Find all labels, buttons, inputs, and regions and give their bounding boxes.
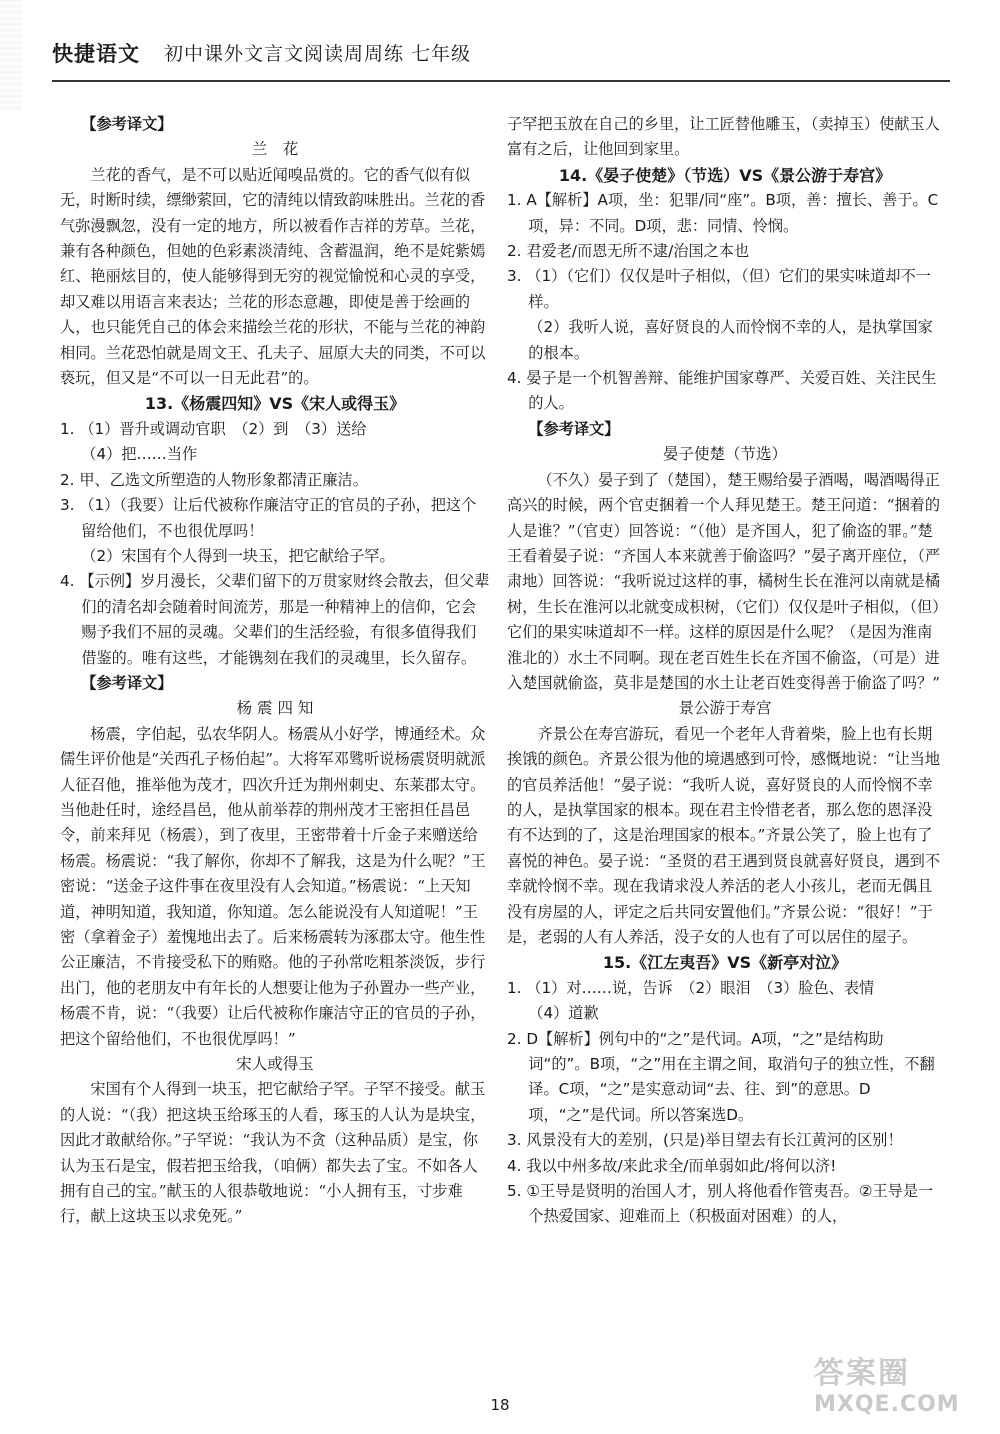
answer-item: 1. （1）对……说，告诉 （2）眼泪 （3）脸色、表情 xyxy=(507,978,875,997)
watermark-logo-text: 答案圈 xyxy=(814,1356,910,1391)
answer-item: 5. ①王导是贤明的治国人才，别人将他看作管夷吾。②王导是一个热爱国家、迎难而上（积极面对困难）的人， xyxy=(507,1182,934,1226)
answer-item: 3. （1）（它们）仅仅是叶子相似，（但）它们的果实味道却不一样。 xyxy=(507,267,931,311)
subtitle: 景公游于寿宫 xyxy=(678,699,772,718)
site-watermark xyxy=(814,1348,992,1428)
brand-title: 快捷语文 xyxy=(52,42,140,66)
paragraph: 兰花的香气，是不可以贴近闻嗅品赏的。它的香气似有似无，时断时续，缥缈萦回，它的清纯以情致韵味胜出。兰花的香气弥漫飘忽，没有一定的地方，所以被看作吉祥的芳草。兰花，兼有各种颜色，但她的色彩素淡清纯、含蓄温润，绝不是姹紫嫣红、艳丽炫目的，使人能够得到无穷的视觉愉悦和心灵的享受，却又难以用语言来表达；兰花的形态意趣，即使是善于绘画的人，也只能凭自己的体会来描绘兰花的形状，不能与兰花的神韵相同。兰花恐怕就是周文王、孔夫子、屈原大夫的同类，不可以亵玩，但又是“不可以一日无此君”的。 xyxy=(60,165,486,388)
paragraph: （不久）晏子到了（楚国），楚王赐给晏子酒喝，喝酒喝得正高兴的时候，两个官吏捆着一个人拜见楚王。楚王问道：“捆着的人是谁？”（官吏）回答说：“（他）是齐国人，犯了偷盗的罪。”楚王看着晏子说：“齐国人本来就善于偷盗吗？”晏子离开座位，（严肃地）回答说：“我听说过这样的事，橘树生长在淮河以南就是橘树，生长在淮河以北就变成枳树，（它们）仅仅是叶子相似，（但）它们的果实味道却不一样。这样的原因是什么呢？（是因为淮南淮北的）水土不同啊。现在老百姓生长在齐国不偷盗，（可是）进入楚国就偷盗，莫非是楚国的水土让老百姓变得善于偷盗了吗？” xyxy=(507,470,941,692)
answer-item: 2. 君爱老/而恩无所不逮/治国之本也 xyxy=(507,242,750,261)
right-column xyxy=(507,112,943,1230)
watermark-url: MXQE.COM xyxy=(814,1392,960,1417)
answer-item: 4. 我以中州多故/来此求全/而单弱如此/将何以济! xyxy=(507,1156,837,1175)
answer-item: 3. （1）（我要）让后代被称作廉洁守正的官员的子孙，把这个留给他们，不也很优厚吗！ xyxy=(60,496,477,540)
answer-subitem: （4）道歉 xyxy=(528,1004,599,1023)
subtitle: 晏子使楚（节选） xyxy=(662,445,787,464)
subtitle: 兰 花 xyxy=(251,140,299,159)
answer-item: 4. 晏子是一个机智善辩、能维护国家尊严、关爱百姓、关注民生的人。 xyxy=(507,369,937,413)
section-title: 13.《杨震四知》VS《宋人或得玉》 xyxy=(144,394,406,414)
paragraph: 杨震，字伯起，弘农华阴人。杨震从小好学，博通经术。众儒生评价他是“关西孔子杨伯起”。大将军邓骘听说杨震贤明就派人征召他，推举他为茂才，四次升迁为荆州刺史、东莱郡太守。当他赴任时，途经昌邑，他从前举荐的荆州茂才王密担任昌邑令，前来拜见（杨震），到了夜里，王密带着十斤金子来赠送给杨震。杨震说：“我了解你，你却不了解我，这是为什么呢？”王密说：“送金子这件事在夜里没有人会知道。”杨震说：“上天知道，神明知道，我知道，你知道。怎么能说没有人知道呢！”王密（拿着金子）羞愧地出去了。后来杨震转为涿郡太守。他生性公正廉洁，不肯接受私下的贿赂。他的子孙常吃粗茶淡饭，步行出门，他的老朋友中有年长的人想要让他为子孙置办一些产业，杨震不肯，说：“（我要）让后代被称作廉洁守正的官员的子孙，把这个留给他们，不也很优厚吗！” xyxy=(60,724,486,1048)
reference-label: 【参考译文】 xyxy=(81,673,173,692)
subtitle: 宋人或得玉 xyxy=(236,1055,314,1074)
paragraph: 子罕把玉放在自己的乡里，让工匠替他雕玉，（卖掉玉）使献玉人富有之后，让他回到家里。 xyxy=(507,115,940,159)
answer-subitem: （2）我听人说，喜好贤良的人而怜悯不幸的人，是执掌国家的根本。 xyxy=(528,318,933,362)
answer-item: 2. D【解析】例句中的“之”是代词。A项，“之”是结构助词“的”。B项，“之”用在主谓之间，取消句子的独立性，不翻译。C项，“之”是实意动词“去、往、到”的意思。D项，“之”是代词。所以答案选D。 xyxy=(507,1029,935,1124)
answer-item: 3. 风景没有大的差别，(只是)举目望去有长江黄河的区别！ xyxy=(507,1131,903,1150)
answer-item: 2. 甲、乙选文所塑造的人物形象都清正廉洁。 xyxy=(60,470,368,489)
answer-item: 1. A【解析】A项，坐：犯罪/同“座”。B项，善：擅长、善于。C项，异：不同。D项，悲：同情、怜悯。 xyxy=(507,191,939,235)
paragraph: 宋国有个人得到一块玉，把它献给子罕。子罕不接受。献玉的人说：“（我）把这块玉给琢玉的人看，琢玉的人认为是块宝，因此才敢献给你。”子罕说：“我认为不贪（这种品质）是宝，你认为玉石是宝，假若把玉给我，（咱俩）都失去了宝。不如各人拥有自己的宝。”献玉的人很恭敬地说：“小人拥有玉，寸步难行，献上这块玉以求免死。” xyxy=(60,1080,486,1226)
page-number: 18 xyxy=(490,1396,510,1414)
answer-subitem: （2）宋国有个人得到一块玉，把它献给子罕。 xyxy=(81,546,395,565)
answer-item: 1. （1）晋升或调动官职 （2）到 （3）送给 xyxy=(60,419,367,438)
answer-subitem: （4）把……当作 xyxy=(81,445,198,464)
header-rule xyxy=(52,80,950,82)
reference-label: 【参考译文】 xyxy=(528,419,620,438)
subtitle: 杨 震 四 知 xyxy=(236,699,314,718)
answer-item: 4. 【示例】岁月漫长，父辈们留下的万贯家财终会散去，但父辈们的清名却会随着时间流芳，那是一种精神上的信仰，它会赐予我们不屈的灵魂。父辈们的生活经验，有很多值得我们借鉴的。唯有这些，才能镌刻在我们的灵魂里，长久留存。 xyxy=(60,572,490,667)
section-title: 14.《晏子使楚》（节选）VS《景公游于寿宫》 xyxy=(558,165,892,185)
page-header xyxy=(52,30,952,86)
page-edge-texture xyxy=(0,0,22,110)
paragraph: 齐景公在寿宫游玩，看见一个老年人背着柴，脸上也有长期挨饿的颜色。齐景公很为他的境遇感到可怜，感慨地说：“让当地的官员养活他！”晏子说：“我听人说，喜好贤良的人而怜悯不幸的人，是执掌国家的根本。现在君主怜惜老者，那么您的恩泽没有不达到的了，这是治理国家的根本。”齐景公笑了，脸上也有了喜悦的神色。晏子说：“圣贤的君王遇到贤良就喜好贤良，遇到不幸就怜悯不幸。现在我请求没人养活的老人小孩儿，老而无偶且没有房屋的人，评定之后共同安置他们。”齐景公说：“很好！”于是，老弱的人有人养活，没子女的人也有了可以居住的屋子。 xyxy=(507,724,941,946)
reference-label: 【参考译文】 xyxy=(81,115,173,133)
left-column xyxy=(60,112,490,1230)
series-title: 初中课外文言文阅读周周练 七年级 xyxy=(164,43,472,65)
section-title: 15.《江左夷吾》VS《新亭对泣》 xyxy=(602,953,848,973)
